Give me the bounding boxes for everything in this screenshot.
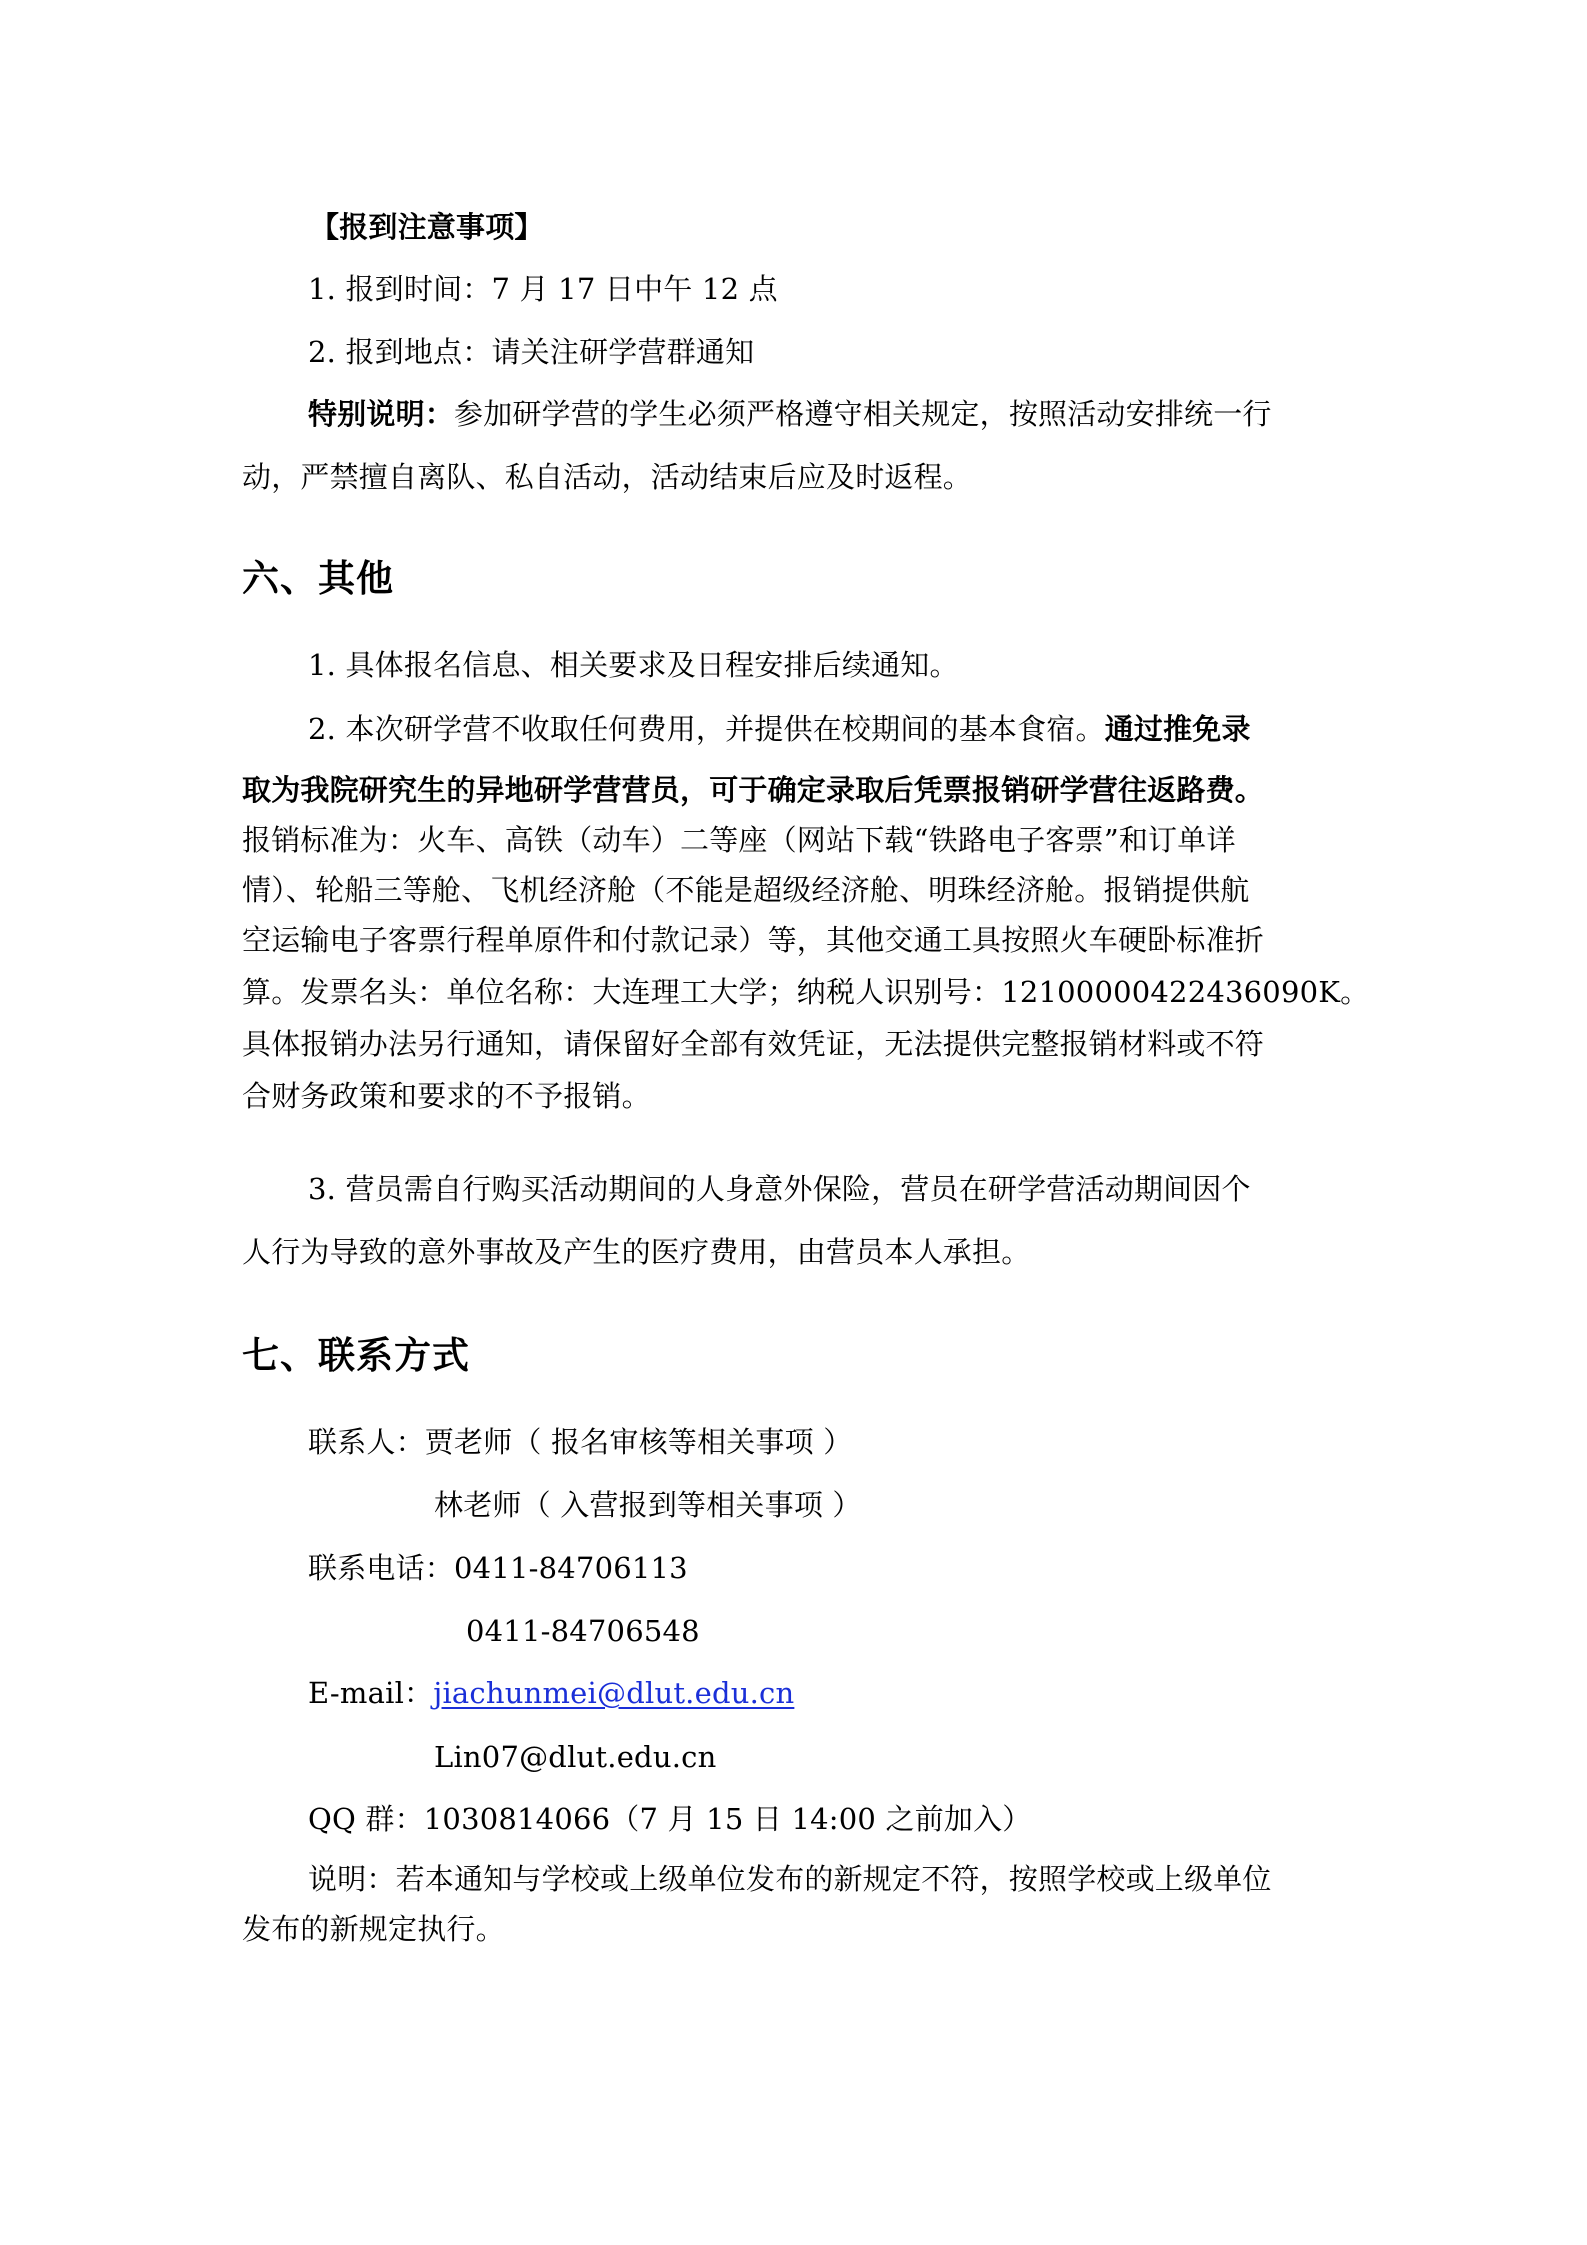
note-line-2: 发布的新规定执行。 xyxy=(242,1912,505,1946)
report-notes-title: 【报到注意事项】 xyxy=(310,210,544,244)
email-label: E-mail： xyxy=(308,1676,434,1710)
qq-group: QQ 群：1030814066（7 月 15 日 14:00 之前加入） xyxy=(308,1802,1032,1836)
section-6-item-2-line-4: 情）、轮船三等舱、飞机经济舱（不能是超级经济舱、明珠经济舱。报销提供航 xyxy=(242,873,1250,907)
phone-number-1: 0411-84706113 xyxy=(454,1551,688,1585)
section-6-item-3-line-1: 3. 营员需自行购买活动期间的人身意外保险，营员在研学营活动期间因个 xyxy=(308,1172,1251,1206)
section-6-item-2-bold: 通过推免录 xyxy=(1104,712,1251,746)
section-6-item-2-line-7: 具体报销办法另行通知，请保留好全部有效凭证，无法提供完整报销材料或不符 xyxy=(242,1027,1265,1061)
special-note-line-2: 动，严禁擅自离队、私自活动，活动结束后应及时返程。 xyxy=(242,460,973,494)
email-row-1 xyxy=(308,1676,794,1711)
email-link-1[interactable]: jiachunmei@dlut.edu.cn xyxy=(433,1676,795,1710)
section-6-item-2-text: 2. 本次研学营不收取任何费用，并提供在校期间的基本食宿。 xyxy=(308,712,1105,746)
phone-number-2: 0411-84706548 xyxy=(466,1614,700,1648)
section-6-item-3-line-2: 人行为导致的意外事故及产生的医疗费用，由营员本人承担。 xyxy=(242,1235,1031,1269)
section-6-item-2-line-6: 算。发票名头：单位名称：大连理工大学；纳税人识别号：12100000422436090K。 xyxy=(242,975,1370,1009)
phone-row-1 xyxy=(308,1551,688,1586)
section-6-item-2-line-8: 合财务政策和要求的不予报销。 xyxy=(242,1079,651,1113)
section-6-item-2-line-5: 空运输电子客票行程单原件和付款记录）等，其他交通工具按照火车硬卧标准折 xyxy=(242,923,1265,957)
contact-label: 联系人： xyxy=(308,1425,425,1459)
special-note-line-1 xyxy=(308,397,1272,432)
note-line-1: 说明：若本通知与学校或上级单位发布的新规定不符，按照学校或上级单位 xyxy=(308,1862,1272,1896)
email-address-2: Lin07@dlut.edu.cn xyxy=(434,1740,717,1774)
report-notes-item-1: 1. 报到时间：7 月 17 日中午 12 点 xyxy=(308,272,778,306)
section-6-item-2-line-2: 取为我院研究生的异地研学营营员，可于确定录取后凭票报销研学营往返路费。 xyxy=(242,773,1265,807)
contact-person-1: 贾老师（ 报名审核等相关事项 ） xyxy=(424,1425,853,1459)
contact-person-2: 林老师（ 入营报到等相关事项 ） xyxy=(434,1488,862,1522)
section-6-item-1: 1. 具体报名信息、相关要求及日程安排后续通知。 xyxy=(308,648,959,682)
special-note-text: 参加研学营的学生必须严格遵守相关规定，按照活动安排统一行 xyxy=(454,397,1272,431)
section-6-item-2-line-1 xyxy=(308,712,1251,747)
phone-label: 联系电话： xyxy=(308,1551,455,1585)
section-6-heading: 六、其他 xyxy=(242,557,394,600)
section-7-heading: 七、联系方式 xyxy=(242,1334,470,1377)
special-note-label: 特别说明： xyxy=(308,397,455,431)
report-notes-item-2: 2. 报到地点：请关注研学营群通知 xyxy=(308,335,755,369)
section-6-item-2-line-3: 报销标准为：火车、高铁（动车）二等座（网站下载“铁路电子客票”和订单详 xyxy=(242,823,1236,857)
contact-row-1 xyxy=(308,1425,852,1460)
